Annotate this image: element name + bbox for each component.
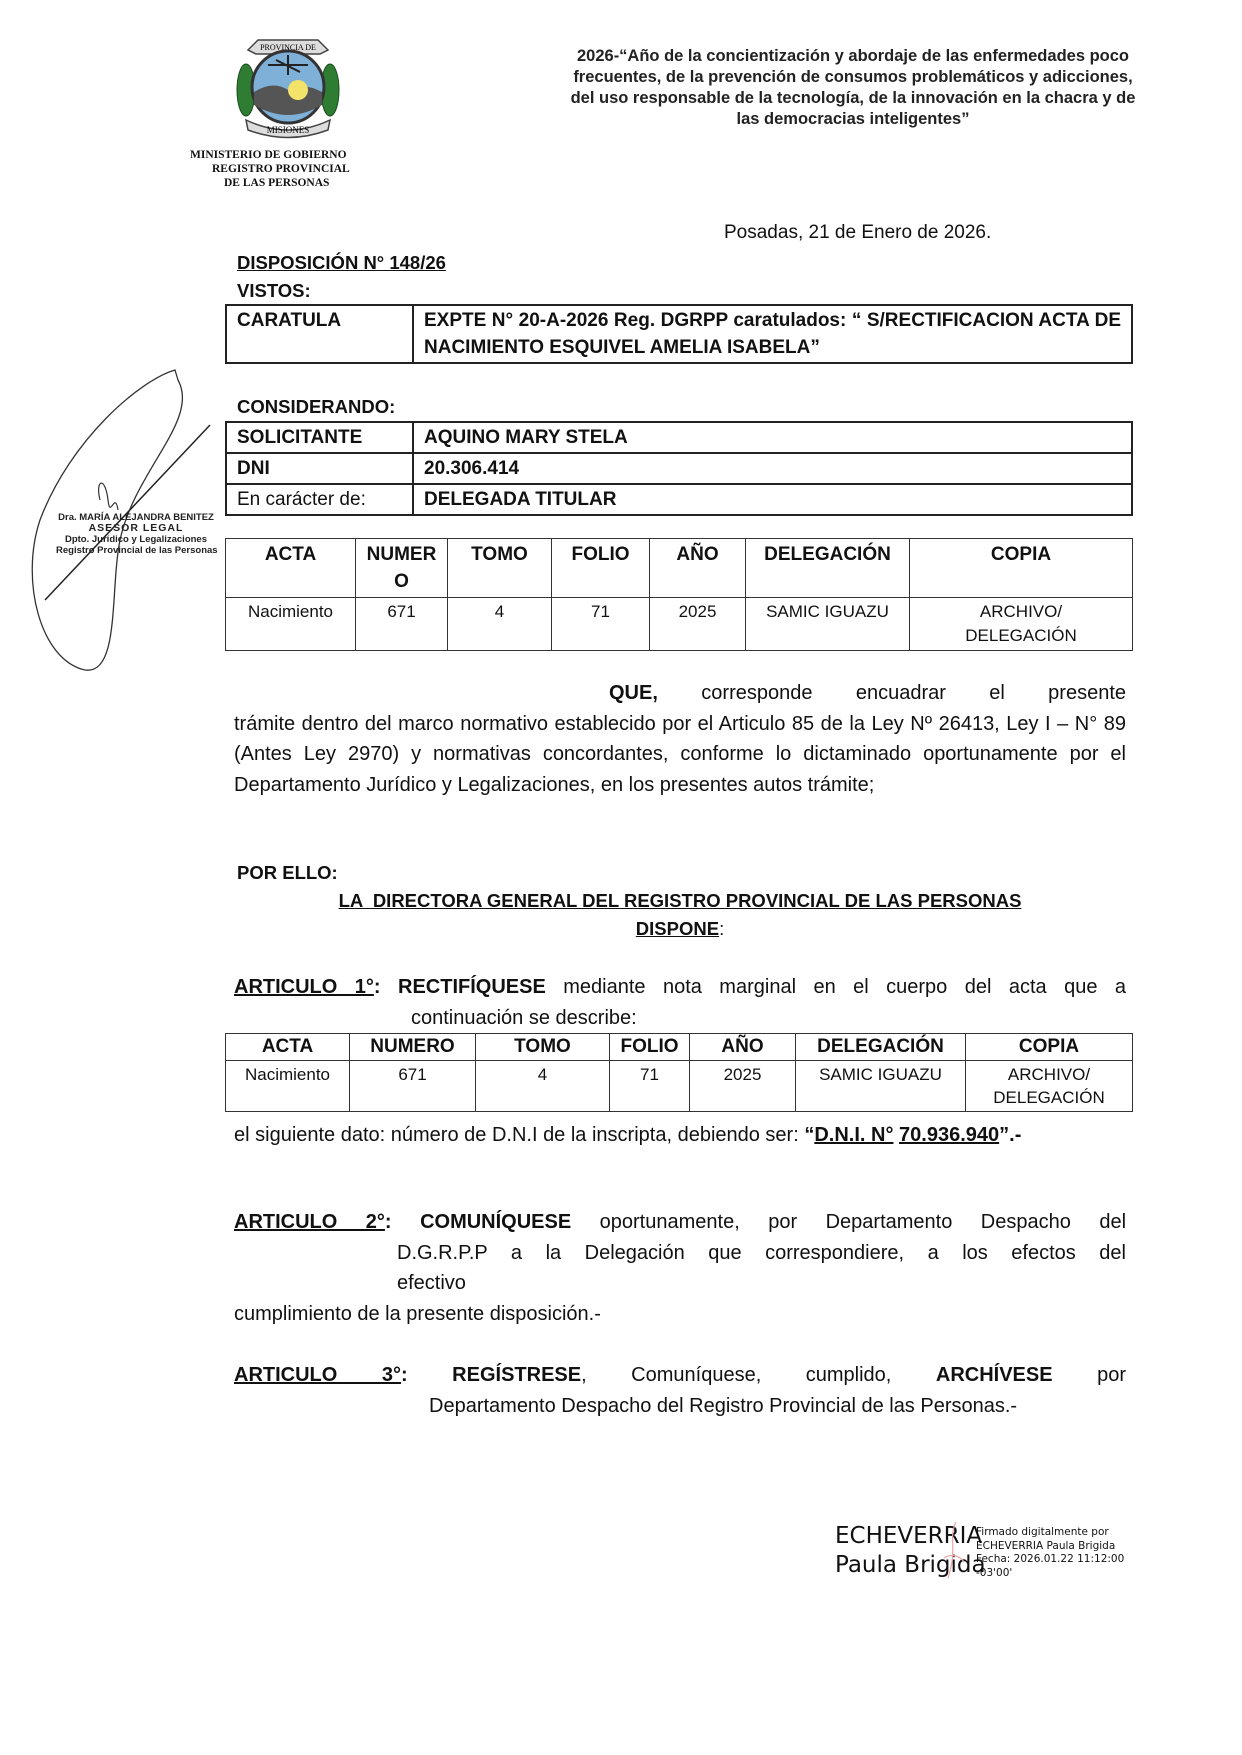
table-row (226, 598, 1133, 651)
ministry-heading (190, 148, 390, 190)
col-header-acta: ACTA (226, 1034, 350, 1061)
dni-label: DNI (226, 453, 413, 484)
caracter-label: En carácter de: (226, 484, 413, 515)
articulo-3-verb-registrese: REGÍSTRESE (452, 1364, 582, 1386)
vistos-label: VISTOS: (237, 280, 311, 301)
table-row (226, 1061, 1133, 1112)
pdf-signature-icon (938, 1518, 968, 1584)
cell-anio: 2025 (650, 598, 746, 651)
que-lead: QUE, (609, 682, 658, 704)
province-crest-logo (228, 30, 348, 140)
motto-line: 2026-“Año de la concientización y abordaje de las enfermedades poco (576, 47, 1129, 65)
table-header-row (226, 1034, 1133, 1061)
col-header-tomo: TOMO (476, 1034, 610, 1061)
cell-acta: Nacimiento (226, 1061, 350, 1112)
articulo-1-continuation: el siguiente dato: número de D.N.I de la inscripta, debiendo ser: “D.N.I. N° 70.936.940”.- (234, 1124, 1022, 1146)
disposition-number: DISPOSICIÓN N° 148/26 (237, 252, 446, 273)
caratula-table (225, 304, 1133, 364)
articulo-1-label: ARTICULO 1° (234, 976, 374, 998)
dispone-line: DISPONE: (635, 918, 725, 939)
cell-numero: 671 (350, 1061, 476, 1112)
cell-tomo: 4 (476, 1061, 610, 1112)
caratula-value: EXPTE N° 20-A-2026 Reg. DGRPP caratulados: “ S/RECTIFICACION ACTA DE NACIMIENTO ESQUIVEL AMELIA ISABELA” (413, 305, 1132, 363)
col-header-copia: COPIA (966, 1034, 1133, 1061)
col-header-folio: FOLIO (610, 1034, 690, 1061)
table-row (226, 305, 1132, 363)
col-header-numero: NUMERO (350, 1034, 476, 1061)
new-dni-label: D.N.I. N° (814, 1124, 894, 1146)
col-header-copia: COPIA (910, 539, 1133, 598)
articulo-3-label: ARTICULO 3° (234, 1364, 401, 1386)
year-motto (478, 46, 1228, 130)
motto-line: las democracias inteligentes” (736, 110, 970, 128)
table-row (226, 453, 1132, 484)
articulo-1: ARTICULO 1°: RECTIFÍQUESE mediante nota marginal en el cuerpo del acta que a continuación se describe: (234, 976, 1127, 1029)
table-row (226, 422, 1132, 453)
acta-table-considerando (225, 538, 1133, 651)
cell-delegacion: SAMIC IGUAZU (746, 598, 910, 651)
solicitante-label: SOLICITANTE (226, 422, 413, 453)
document-date: Posadas, 21 de Enero de 2026. (724, 222, 992, 243)
considerando-label: CONSIDERANDO: (237, 396, 396, 417)
articulo-3-verb-archivese: ARCHÍVESE (935, 1364, 1053, 1386)
digital-signature-details: Firmado digitalmente por ECHEVERRIA Paula Brigida Fecha: 2026.01.22 11:12:00 -03'00' (976, 1526, 1125, 1579)
cell-anio: 2025 (690, 1061, 796, 1112)
cell-copia: ARCHIVO/ DELEGACIÓN (910, 598, 1133, 651)
solicitante-value: AQUINO MARY STELA (413, 422, 1132, 453)
cell-acta: Nacimiento (226, 598, 356, 651)
crest-top-text: PROVINCIA DE (260, 43, 316, 52)
table-header-row (226, 539, 1133, 598)
cell-folio: 71 (552, 598, 650, 651)
ministry-line-2: REGISTRO PROVINCIAL (212, 163, 350, 175)
articulo-2-verb: COMUNÍQUESE (420, 1211, 572, 1233)
cell-copia: ARCHIVO/ DELEGACIÓN (966, 1061, 1133, 1112)
table-row (226, 484, 1132, 515)
col-header-delegacion: DELEGACIÓN (746, 539, 910, 598)
col-header-anio: AÑO (650, 539, 746, 598)
legal-advisor-stamp: Dra. MARÍA ALEJANDRA BENITEZ ASESOR LEGAL Dpto. Jurídico y Legalizaciones Registro Provincial de las Personas (56, 512, 218, 556)
articulo-2-label: ARTICULO 2° (234, 1211, 385, 1233)
col-header-tomo: TOMO (448, 539, 552, 598)
crest-bottom-text: MISIONES (266, 125, 310, 135)
considerando-table (225, 421, 1133, 516)
authority-line: LA DIRECTORA GENERAL DEL REGISTRO PROVINCIAL DE LAS PERSONAS (338, 890, 1022, 911)
por-ello-label: POR ELLO: (237, 862, 338, 883)
cell-folio: 71 (610, 1061, 690, 1112)
ministry-line-1: MINISTERIO DE GOBIERNO (190, 149, 347, 161)
articulo-3: ARTICULO 3°: REGÍSTRESE, Comuníquese, cumplido, ARCHÍVESE por Departamento Despacho del Registro Provincial de las Personas.- (234, 1364, 1127, 1417)
caratula-label: CARATULA (226, 305, 413, 363)
col-header-folio: FOLIO (552, 539, 650, 598)
cell-tomo: 4 (448, 598, 552, 651)
motto-line: frecuentes, de la prevención de consumos problemáticos y adicciones, (573, 68, 1133, 86)
motto-line: del uso responsable de la tecnología, de la innovación en la chacra y de (570, 89, 1136, 107)
col-header-acta: ACTA (226, 539, 356, 598)
articulo-2: ARTICULO 2°: COMUNÍQUESE oportunamente, por Departamento Despacho del D.G.R.P.P a la Delegación que correspondiere, a los efectos del efectivo cumplimiento de la presente disposición.- (234, 1211, 1127, 1325)
caracter-value: DELEGADA TITULAR (413, 484, 1132, 515)
digital-signature-name: ECHEVERRIA Paula Brigida (835, 1523, 986, 1578)
que-first-line: corresponde encuadrar el presente (701, 682, 1127, 704)
ministry-line-3: DE LAS PERSONAS (224, 177, 330, 189)
col-header-numero: NUMERO (356, 539, 448, 598)
articulo-1-verb: RECTIFÍQUESE (398, 976, 546, 998)
que-body: trámite dentro del marco normativo establecido por el Articulo 85 de la Ley Nº 26413, Ley I – N° 89 (Antes Ley 2970) y normativas concordantes, conforme lo dictaminado oportunamente por el Departamento Jurídico y Legalizaciones, en los presentes autos trámite; (234, 712, 1126, 796)
acta-table-articulo-1 (225, 1033, 1133, 1112)
que-paragraph (234, 678, 1126, 800)
new-dni-value: 70.936.940 (899, 1124, 1000, 1146)
cell-delegacion: SAMIC IGUAZU (796, 1061, 966, 1112)
cell-numero: 671 (356, 598, 448, 651)
dispone-label: DISPONE (635, 918, 720, 939)
col-header-anio: AÑO (690, 1034, 796, 1061)
dni-value: 20.306.414 (413, 453, 1132, 484)
col-header-delegacion: DELEGACIÓN (796, 1034, 966, 1061)
